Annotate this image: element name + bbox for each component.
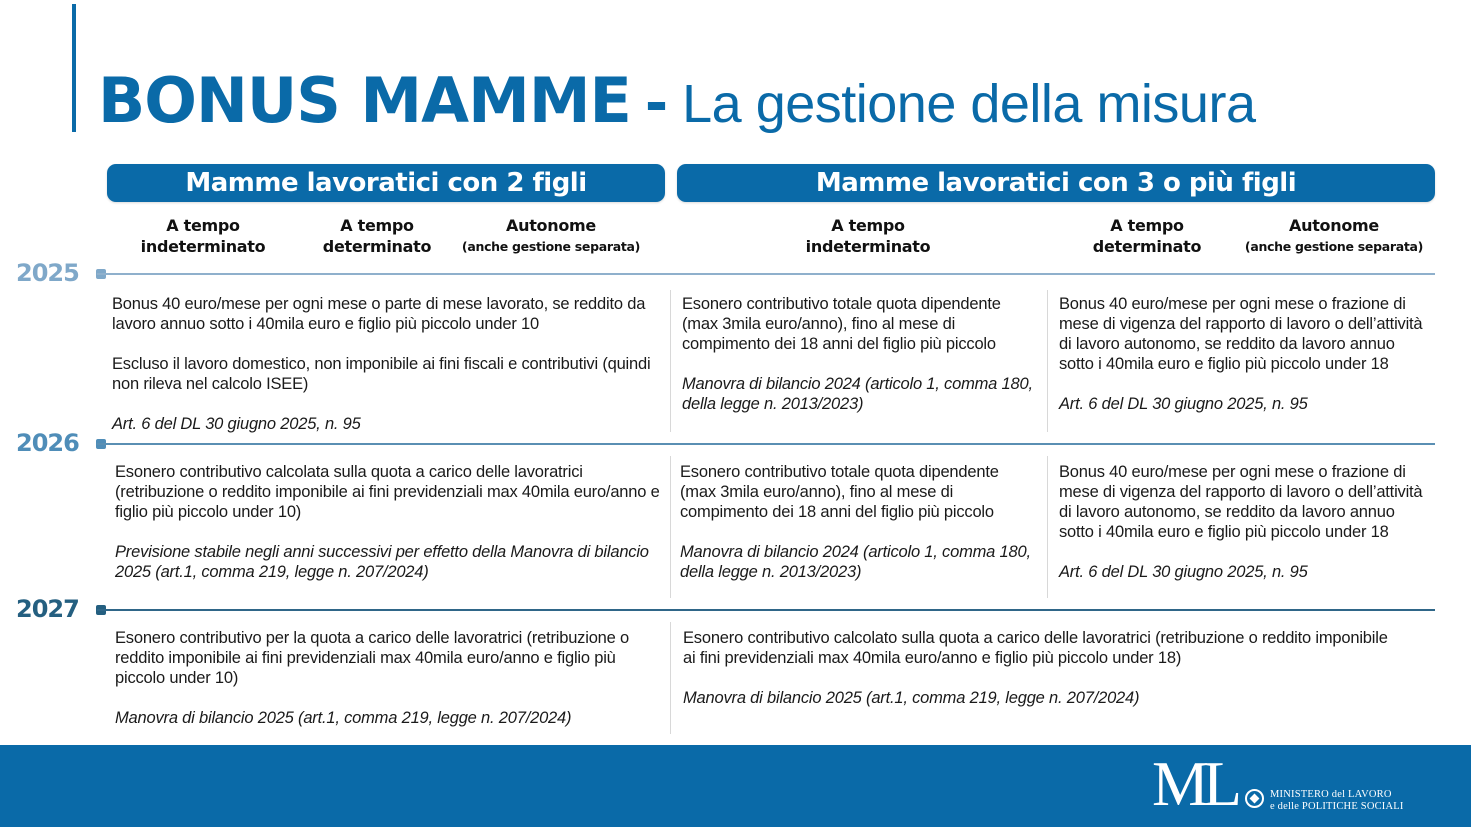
year-label-2027: 2027 <box>16 595 79 623</box>
year-label-2025: 2025 <box>16 259 79 287</box>
group-banner-3-plus-children: Mamme lavoratici con 3 o più figli <box>677 164 1435 202</box>
cell-text: Bonus 40 euro/mese per ogni mese o parte di mese lavorato, se reddito da lavoro annuo sotto i 40mila euro e figlio più piccolo under 10 <box>112 295 646 333</box>
cell-2025-2-figli <box>112 294 660 434</box>
column-divider <box>670 456 671 598</box>
cell-legal-ref: Art. 6 del DL 30 giugno 2025, n. 95 <box>112 415 361 433</box>
cell-legal-ref: Manovra di bilancio 2024 (articolo 1, comma 180, della legge n. 2013/2023) <box>680 543 1031 581</box>
page-title <box>98 64 1255 137</box>
col-head-note: (anche gestione separata) <box>1244 239 1424 254</box>
cell-text: Esonero contributivo calcolata sulla quota a carico delle lavoratrici (retribuzione o reddito imponibile ai fini previdenziali max 40mila euro/anno e figlio più piccolo under 10) <box>115 463 660 521</box>
cell-legal-ref: Manovra di bilancio 2025 (art.1, comma 219, legge n. 207/2024) <box>115 709 572 727</box>
title-subtitle: La gestione della misura <box>682 74 1256 134</box>
footer-bar <box>0 745 1471 827</box>
col-head-line1: A tempo <box>1110 216 1184 235</box>
col-head-3f-indeterminato <box>790 215 946 257</box>
cell-legal-ref: Art. 6 del DL 30 giugno 2025, n. 95 <box>1059 395 1308 413</box>
cell-legal-ref: Manovra di bilancio 2025 (art.1, comma 219, legge n. 207/2024) <box>683 689 1140 707</box>
cell-legal-ref: Manovra di bilancio 2024 (articolo 1, comma 180, della legge n. 2013/2023) <box>682 375 1033 413</box>
cell-2026-3-figli-determinato-autonome <box>1059 462 1427 582</box>
cell-text: Esonero contributivo per la quota a carico delle lavoratrici (retribuzione o reddito imponibile ai fini previdenziali max 40mila euro/anno e figlio più piccolo under 10) <box>115 629 629 687</box>
column-divider <box>670 622 671 734</box>
title-main: BONUS MAMME <box>98 64 631 137</box>
group-banner-2-children: Mamme lavoratici con 2 figli <box>107 164 665 202</box>
cell-2025-3-figli-indeterminato <box>682 294 1037 414</box>
col-head-3f-autonome <box>1243 215 1425 257</box>
cell-text: Bonus 40 euro/mese per ogni mese o frazione di mese di vigenza del rapporto di lavoro o dell’attività di lavoro autonomo, se reddito da lavoro annuo sotto i 40mila euro e figlio più piccolo under 18 <box>1059 463 1423 541</box>
col-head-line2: determinato <box>1092 237 1202 256</box>
col-head-line1: A tempo <box>340 216 414 235</box>
timeline-line-2026 <box>97 443 1435 445</box>
col-head-line2: indeterminato <box>140 237 266 256</box>
cell-legal-ref: Previsione stabile negli anni successivi per effetto della Manovra di bilancio 2025 (art.1, comma 219, legge n. 207/2024) <box>115 543 649 581</box>
column-divider <box>670 290 671 432</box>
col-head-line1: A tempo <box>166 216 240 235</box>
title-accent-bar <box>72 4 76 132</box>
cell-text: Escluso il lavoro domestico, non imponibile ai fini fiscali e contributivi (quindi non rileva nel calcolo ISEE) <box>112 355 651 393</box>
year-label-2026: 2026 <box>16 429 79 457</box>
title-dash: - <box>644 71 669 136</box>
cell-2027-3-figli <box>683 628 1403 708</box>
ministry-name-line2: e delle POLITICHE SOCIALI <box>1270 801 1404 812</box>
timeline-line-2027 <box>97 609 1435 611</box>
republic-emblem-icon <box>1245 789 1264 808</box>
col-head-line1: A tempo <box>831 216 905 235</box>
col-head-2f-determinato <box>312 215 442 257</box>
col-head-2f-autonome <box>460 215 642 257</box>
cell-2027-2-figli <box>115 628 665 728</box>
col-head-line2: determinato <box>322 237 432 256</box>
column-divider <box>1047 290 1048 432</box>
cell-text: Esonero contributivo calcolato sulla quota a carico delle lavoratrici (retribuzione o reddito imponibile ai fini previdenziali max 40mila euro/anno e figlio più piccolo under 18) <box>683 629 1388 667</box>
col-head-3f-determinato <box>1082 215 1212 257</box>
col-head-2f-indeterminato <box>128 215 278 257</box>
cell-legal-ref: Art. 6 del DL 30 giugno 2025, n. 95 <box>1059 563 1308 581</box>
col-head-note: (anche gestione separata) <box>461 239 641 254</box>
col-head-line2: indeterminato <box>805 237 931 256</box>
cell-text: Esonero contributivo totale quota dipendente (max 3mila euro/anno), fino al mese di compimento dei 18 anni del figlio più piccolo <box>682 295 1001 353</box>
cell-text: Bonus 40 euro/mese per ogni mese o frazione di mese di vigenza del rapporto di lavoro o dell’attività di lavoro autonomo, se reddito da lavoro annuo sotto i 40mila euro e figlio più piccolo under 18 <box>1059 295 1423 373</box>
cell-2025-3-figli-determinato-autonome <box>1059 294 1427 414</box>
timeline-line-2025 <box>97 273 1435 275</box>
col-head-line1: Autonome <box>1289 216 1379 235</box>
column-divider <box>1047 456 1048 598</box>
cell-2026-3-figli-indeterminato <box>680 462 1038 582</box>
cell-2026-2-figli <box>115 462 663 582</box>
ministry-name <box>1270 789 1404 813</box>
ministry-logo: ML <box>1152 748 1236 819</box>
ministry-name-line1: MINISTERO del LAVORO <box>1270 789 1392 800</box>
col-head-line1: Autonome <box>506 216 596 235</box>
cell-text: Esonero contributivo totale quota dipendente (max 3mila euro/anno), fino al mese di compimento dei 18 anni del figlio più piccolo <box>680 463 999 521</box>
